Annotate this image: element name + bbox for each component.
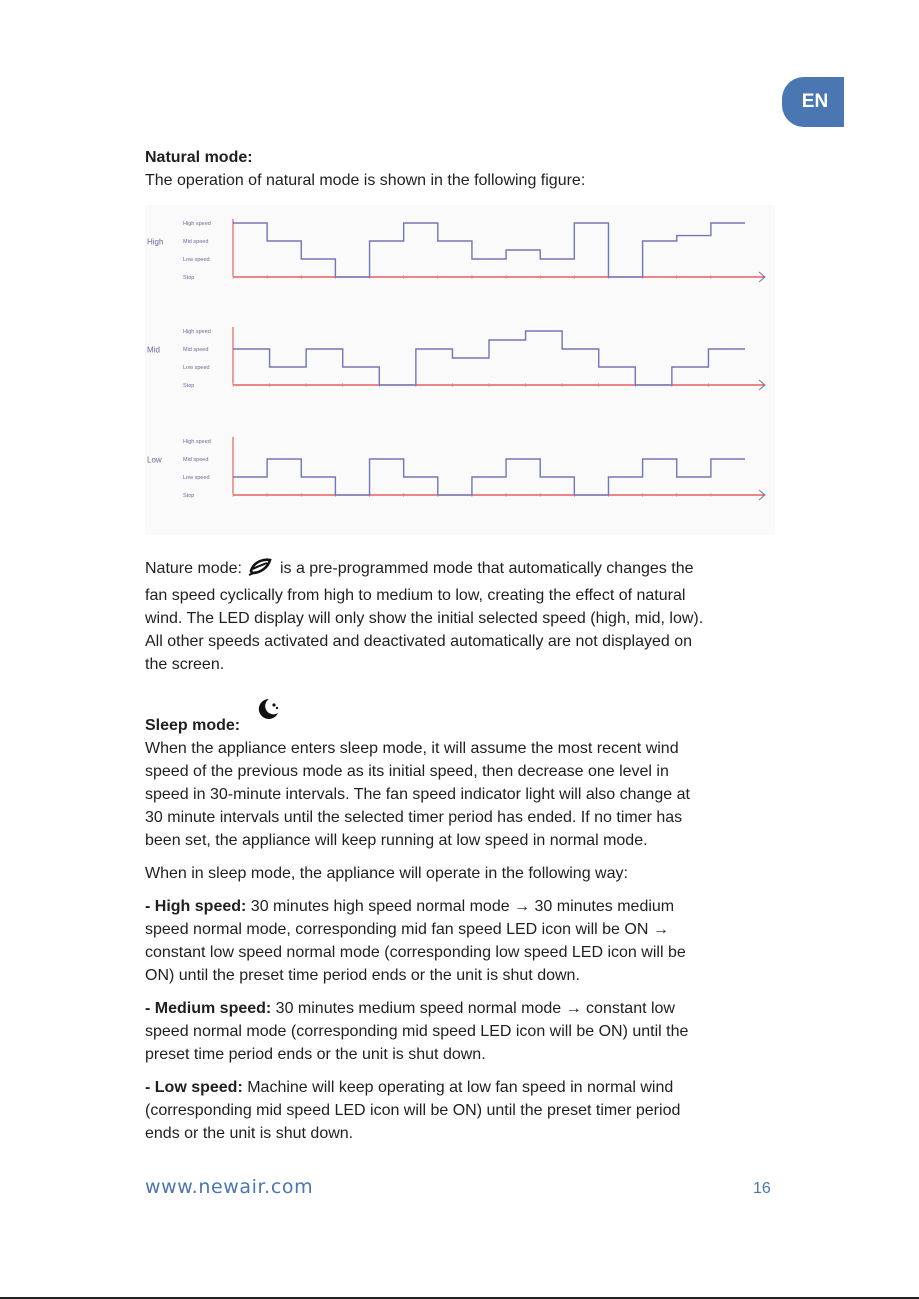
nature-mode-line: fan speed cyclically from high to medium to low, creating the effect of natural: [145, 587, 686, 604]
page-content: [145, 146, 775, 1145]
speed-level-label: Low speed: [183, 365, 210, 371]
speed-level-label: High speed: [183, 329, 211, 335]
speed-level-label: Low speed: [183, 475, 210, 481]
speed-level-label: High speed: [183, 221, 211, 227]
sleep-mode-line: When the appliance enters sleep mode, it will assume the most recent wind: [145, 740, 679, 757]
panel-label: High: [147, 237, 164, 247]
panel-label: Low: [147, 455, 162, 465]
low-speed-line: ends or the unit is shut down.: [145, 1125, 354, 1142]
sleep-mode-line: speed in 30-minute intervals. The fan speed indicator light will also change at: [145, 786, 690, 803]
speed-level-label: Stop: [183, 383, 195, 389]
nature-mode-line: wind. The LED display will only show the initial selected speed (high, mid, low).: [145, 610, 704, 627]
low-speed-label: - Low speed:: [145, 1079, 243, 1096]
natural-mode-heading: Natural mode:: [145, 149, 253, 166]
medium-speed-label: - Medium speed:: [145, 1000, 272, 1017]
low-speed-text: Machine will keep operating at low fan speed in normal wind: [242, 1079, 674, 1096]
nature-mode-label: Nature mode:: [145, 560, 242, 577]
panel-label: Mid: [147, 345, 160, 355]
sleep-mode-line: speed of the previous mode as its initial speed, then decrease one level in: [145, 763, 669, 780]
speed-level-label: Mid speed: [183, 457, 209, 463]
speed-level-label: Mid speed: [183, 239, 209, 245]
wind-leaf-icon: [248, 557, 272, 584]
low-speed-line: [145, 1076, 775, 1099]
sleep-mode-heading-row: [145, 696, 775, 737]
natural-mode-intro: The operation of natural mode is shown in the following figure:: [145, 172, 586, 189]
language-tab: EN: [782, 77, 844, 127]
moon-icon: [254, 696, 280, 729]
page-number: 16: [753, 1180, 771, 1197]
high-speed-line: [145, 895, 775, 918]
medium-speed-line: preset time period ends or the unit is shut down.: [145, 1046, 486, 1063]
footer-url[interactable]: www.newair.com: [145, 1176, 314, 1198]
natural-mode-figure: [145, 205, 775, 535]
medium-speed-line: [145, 997, 775, 1020]
nature-mode-line: the screen.: [145, 656, 225, 673]
sleep-mode-line: been set, the appliance will keep running at low speed in normal mode.: [145, 832, 648, 849]
nature-mode-first-line: [145, 557, 775, 584]
speed-level-label: High speed: [183, 439, 211, 445]
high-speed-line: constant low speed normal mode (corresponding low speed LED icon will be: [145, 944, 686, 961]
nature-mode-line: All other speeds activated and deactivated automatically are not displayed on: [145, 633, 693, 650]
high-speed-line: ON) until the preset time period ends or the unit is shut down.: [145, 967, 580, 984]
speed-level-label: Mid speed: [183, 347, 209, 353]
high-speed-line: speed normal mode, corresponding mid fan speed LED icon will be ON →: [145, 921, 669, 938]
medium-speed-line: speed normal mode (corresponding mid speed LED icon will be ON) until the: [145, 1023, 689, 1040]
medium-speed-text: 30 minutes medium speed normal mode → constant low: [271, 1000, 675, 1017]
speed-level-label: Stop: [183, 275, 195, 281]
natural-mode-chart: [145, 205, 775, 535]
figure-background: [145, 205, 775, 535]
low-speed-line: (corresponding mid speed LED icon will be ON) until the preset timer period: [145, 1102, 681, 1119]
speed-level-label: Stop: [183, 493, 195, 499]
sleep-operate-line: When in sleep mode, the appliance will operate in the following way:: [145, 865, 628, 882]
high-speed-label: - High speed:: [145, 898, 247, 915]
nature-mode-text: is a pre-programmed mode that automatically changes the: [279, 560, 694, 577]
sleep-mode-heading: Sleep mode:: [145, 717, 241, 734]
sleep-mode-line: 30 minute intervals until the selected timer period has ended. If no timer has: [145, 809, 683, 826]
speed-level-label: Low speed: [183, 257, 210, 263]
high-speed-text: 30 minutes high speed normal mode → 30 minutes medium: [246, 898, 675, 915]
